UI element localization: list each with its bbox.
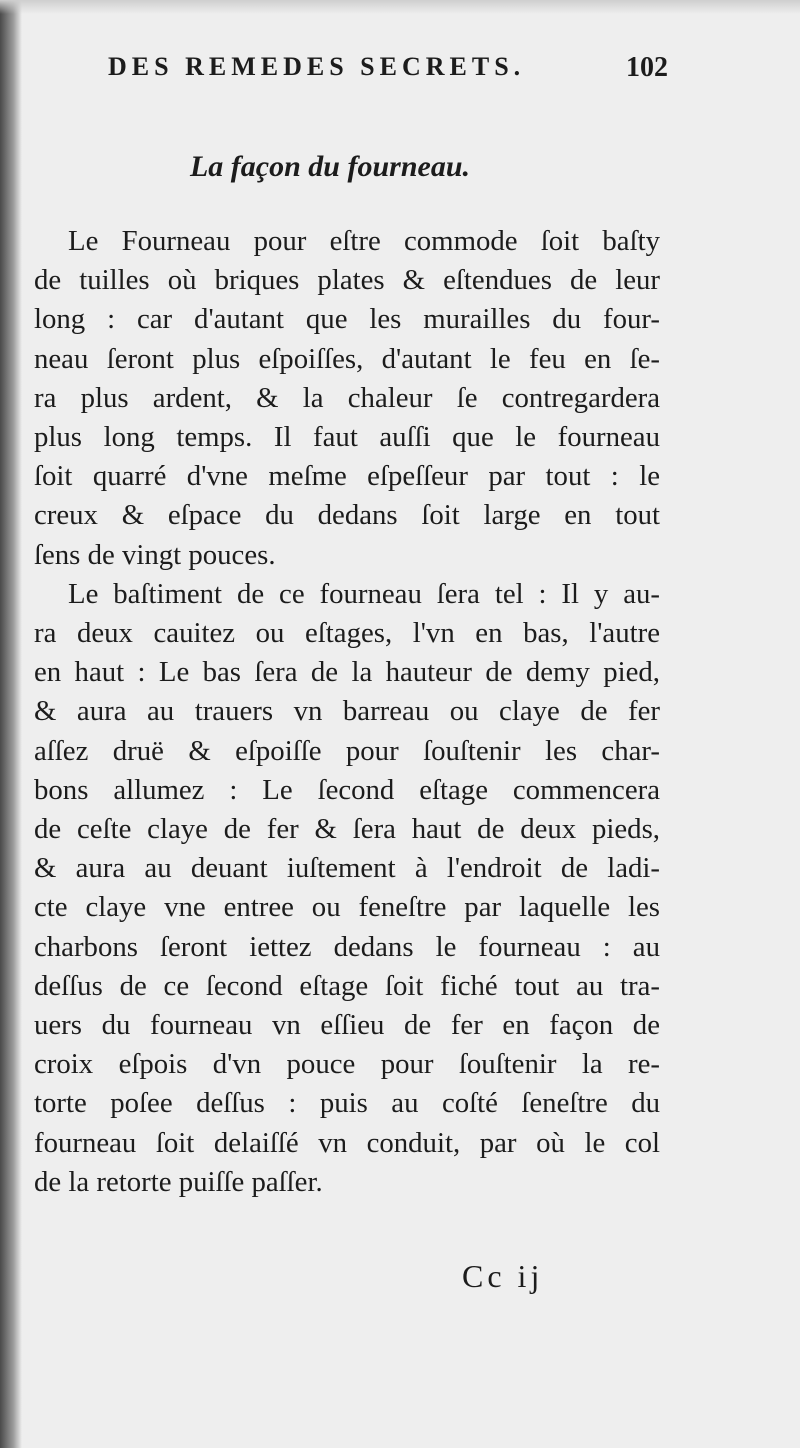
text-line: charbons ſeront iettez dedans le fourneau : au (34, 930, 660, 963)
text-line: long : car d'autant que les murailles du four- (34, 303, 660, 336)
body-text (34, 222, 660, 1202)
page-edge-shadow (0, 0, 800, 14)
text-line: creux & eſpace du dedans ſoit large en tout (34, 499, 660, 532)
text-line: deſſus de ce ſecond eſtage ſoit fiché tout au tra- (34, 969, 660, 1002)
text-line: ſens de vingt pouces. (34, 538, 276, 571)
text-line: fourneau ſoit delaiſſé vn conduit, par où le col (34, 1126, 660, 1159)
text-line: en haut : Le bas ſera de la hauteur de demy pied, (34, 656, 660, 689)
text-line: croix eſpois d'vn pouce pour ſouſtenir la re- (34, 1048, 660, 1081)
text-line: de tuilles où briques plates & eſtendues de leur (34, 264, 660, 297)
text-line: ra plus ardent, & la chaleur ſe contregardera (34, 381, 660, 414)
text-line: neau ſeront plus eſpoiſſes, d'autant le feu en ſe- (34, 342, 660, 375)
text-line: & aura au trauers vn barreau ou claye de fer (34, 695, 660, 728)
text-line: aſſez druë & eſpoiſſe pour ſouſtenir les char- (34, 734, 660, 767)
text-line: cte claye vne entree ou feneſtre par laquelle les (34, 891, 660, 924)
text-line: de ceſte claye de fer & ſera haut de deux pieds, (34, 813, 660, 846)
paragraph (34, 222, 660, 575)
page-header (108, 52, 668, 96)
text-line: Le baſtiment de ce fourneau ſera tel : Il y au- (68, 577, 660, 610)
running-head: DES REMEDES SECRETS. (108, 52, 526, 81)
text-line: de la retorte puiſſe paſſer. (34, 1165, 323, 1198)
paragraph (34, 575, 660, 1202)
text-line: ſoit quarré d'vne meſme eſpeſſeur par tout : le (34, 460, 660, 493)
text-line: & aura au deuant iuſtement à l'endroit de ladi- (34, 852, 660, 885)
text-line: uers du fourneau vn eſſieu de fer en façon de (34, 1009, 660, 1042)
text-line: Le Fourneau pour eſtre commode ſoit baſty (68, 225, 660, 257)
chapter-title: La façon du fourneau. (189, 150, 471, 183)
text-line: plus long temps. Il faut auſſi que le fourneau (34, 421, 660, 454)
text-line: bons allumez : Le ſecond eſtage commencera (34, 773, 660, 806)
text-line: torte poſee deſſus : puis au coſté ſeneſtre du (34, 1087, 660, 1120)
page-number: 102 (626, 52, 668, 83)
signature-mark: Cc ij (462, 1258, 544, 1294)
binding-shadow (0, 0, 22, 1448)
text-line: ra deux cauitez ou eſtages, l'vn en bas, l'autre (34, 617, 660, 650)
